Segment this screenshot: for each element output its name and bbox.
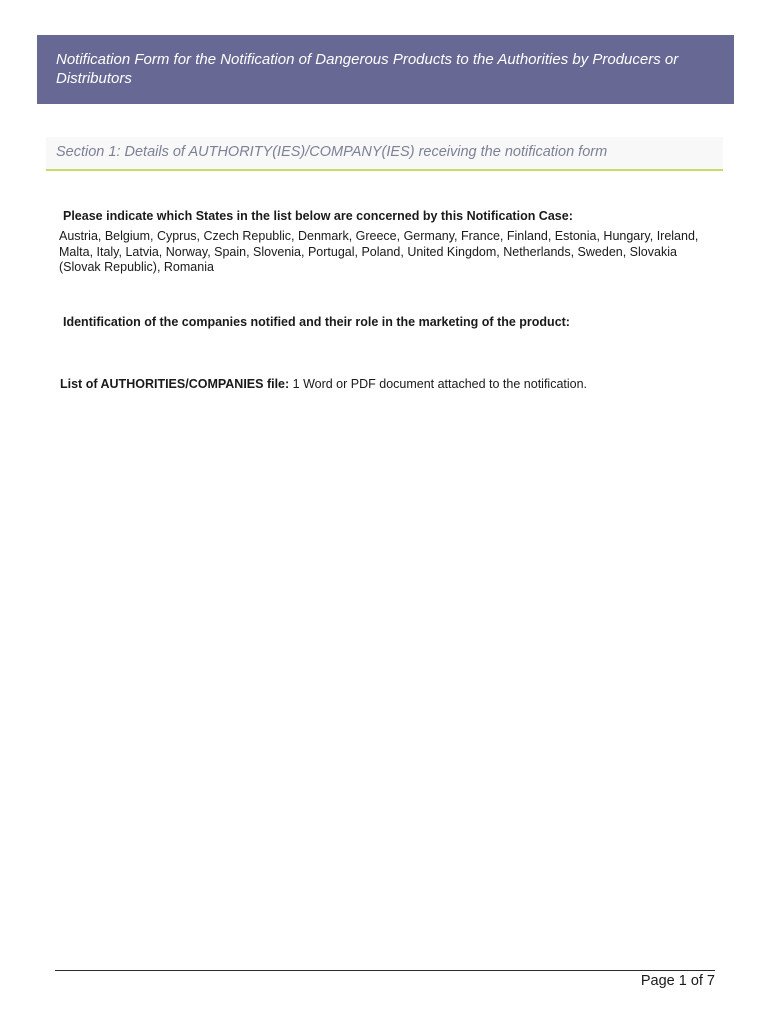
document-title: Notification Form for the Notification of Dangerous Products to the Authorities by Producers or Distributors: [56, 51, 679, 87]
states-heading: Please indicate which States in the list below are concerned by this Notification Case:: [63, 209, 573, 223]
file-value: 1 Word or PDF document attached to the notification.: [289, 377, 588, 391]
file-line: [60, 377, 587, 391]
title-banner: [37, 35, 734, 104]
file-label: List of AUTHORITIES/COMPANIES file:: [60, 377, 290, 391]
section-title: Section 1: Details of AUTHORITY(IES)/COMPANY(IES) receiving the notification form: [56, 144, 608, 160]
footer-divider: [55, 970, 715, 971]
section-header: [46, 137, 723, 171]
companies-heading: Identification of the companies notified and their role in the marketing of the product:: [63, 315, 570, 329]
page-number: Page 1 of 7: [640, 973, 715, 989]
states-list: Austria, Belgium, Cyprus, Czech Republic, Denmark, Greece, Germany, France, Finland, Estonia, Hungary, Ireland, Malta, Italy, Latvia, Norway, Spain, Slovenia, Portugal, Poland, United Kingdom, Netherlands, Sweden, Slovakia (Slovak Republic), Romania: [59, 229, 699, 274]
